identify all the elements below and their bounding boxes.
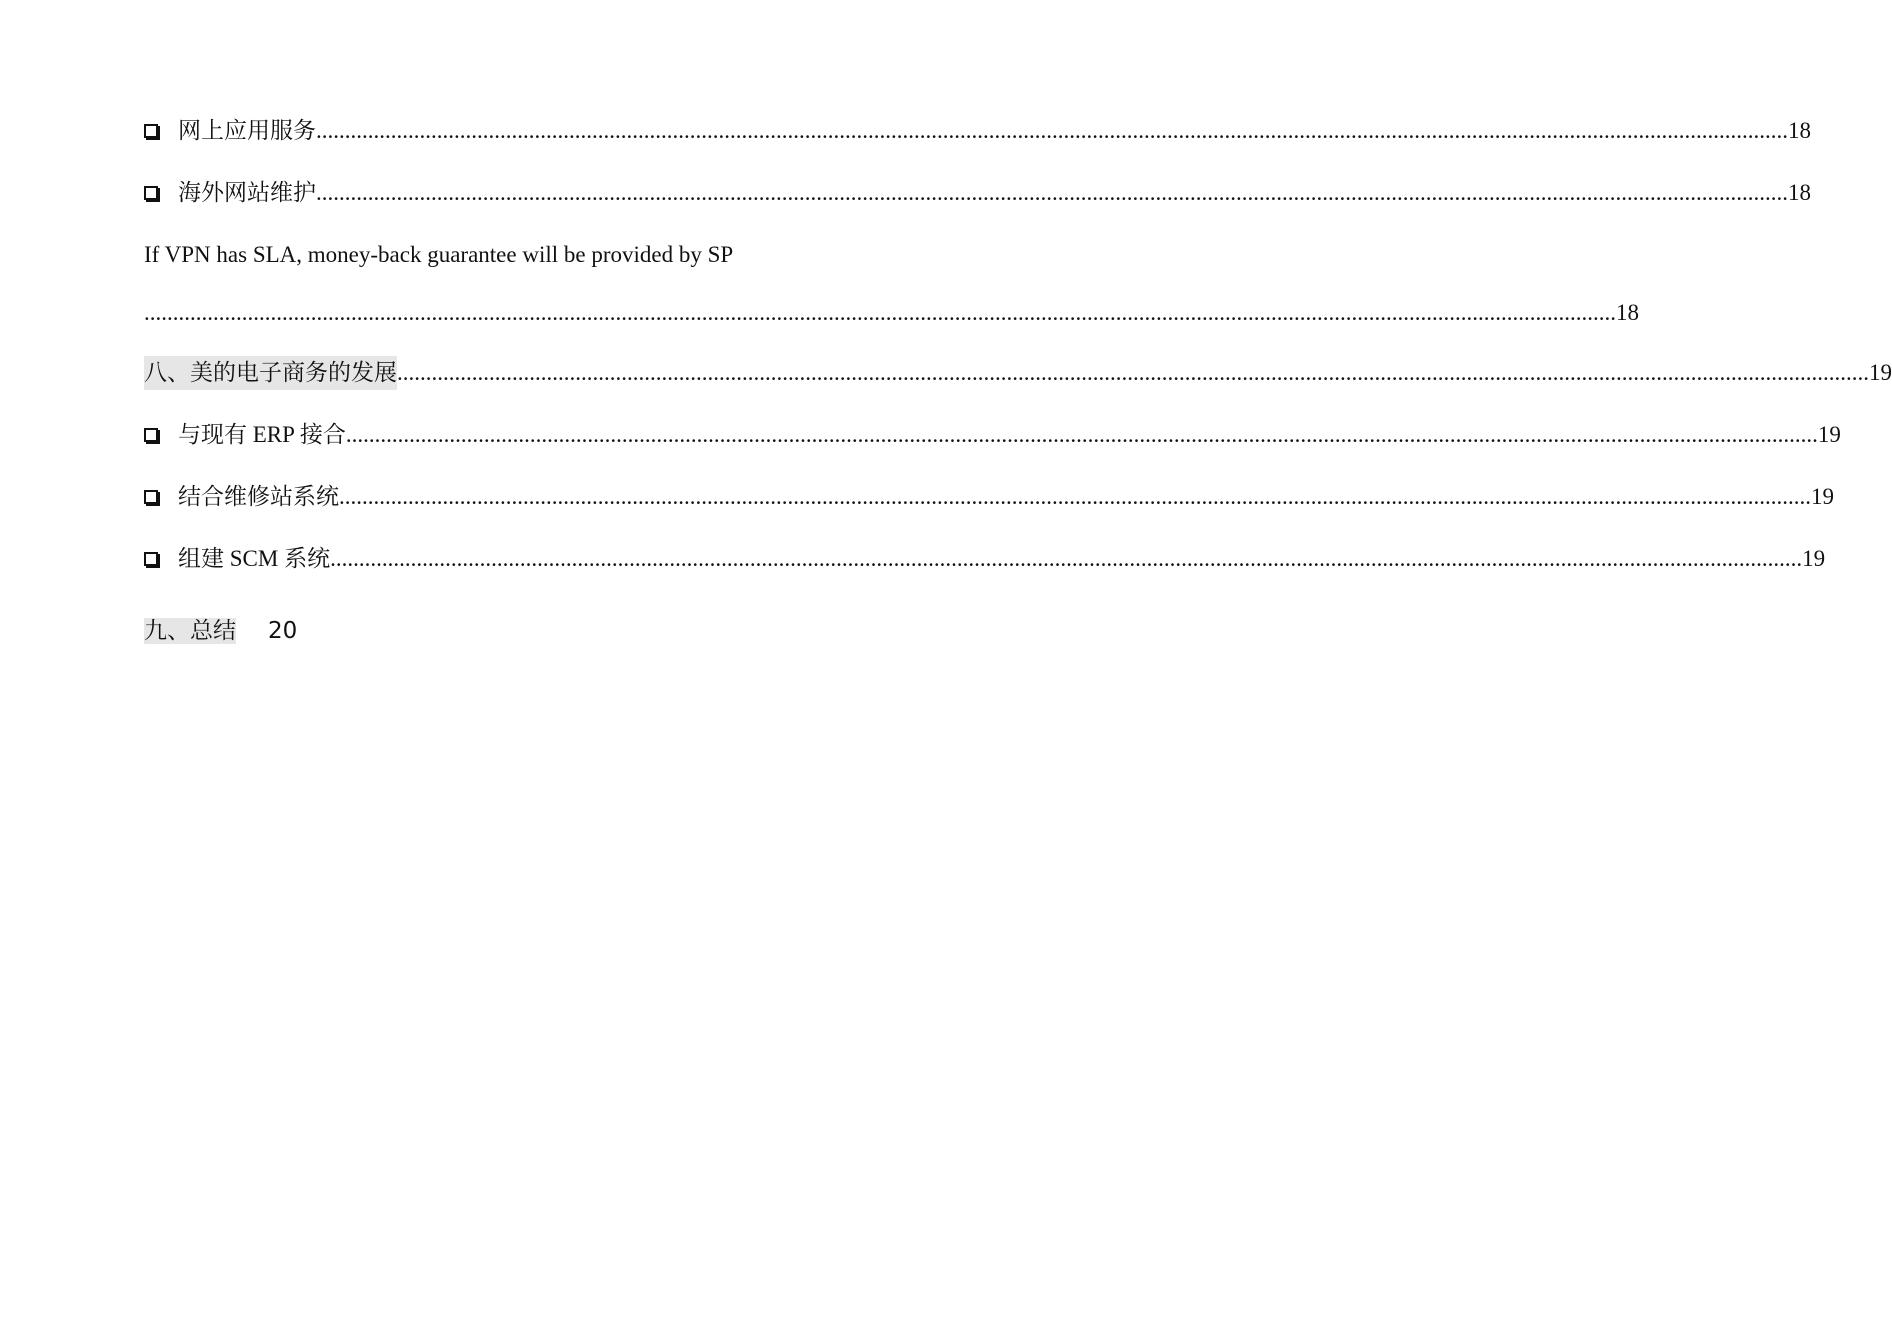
checkbox-bullet-icon (144, 428, 158, 442)
toc-entry-title: 结合维修站系统 (178, 484, 339, 509)
toc-entry-title: 组建 SCM 系统 (178, 546, 331, 571)
toc-entry[interactable] (144, 176, 1811, 210)
toc-entry[interactable] (144, 418, 1841, 452)
toc-chapter-entry[interactable] (144, 614, 297, 648)
toc-entry-page: 19 (1869, 360, 1892, 385)
toc-leader-dots: ................................................................................................................................................................................................................................................................ (397, 360, 1869, 385)
toc-entry[interactable] (144, 480, 1834, 514)
toc-entry-page: 19 (1817, 422, 1841, 447)
checkbox-bullet-icon (144, 186, 158, 200)
toc-entry-title-wrapped[interactable]: If VPN has SLA, money-back guarantee will be provided by SP (144, 242, 734, 267)
toc-entry-page: 19 (1802, 546, 1826, 571)
toc-chapter-entry[interactable] (144, 356, 1892, 390)
toc-leader-dots: ................................................................................................................................................................................................................................................................ (316, 118, 1788, 143)
toc-leader-dots: ................................................................................................................................................................................................................................................................ (339, 484, 1811, 509)
toc-leader-dots: ................................................................................................................................................................................................................................................................ (330, 546, 1803, 571)
toc-entry-title: 网上应用服务 (178, 118, 316, 143)
toc-entry-page: 19 (1811, 484, 1834, 509)
toc-chapter-title: 八、美的电子商务的发展 (144, 356, 397, 390)
checkbox-bullet-icon (144, 124, 158, 138)
toc-entry-page: 18 (1788, 118, 1811, 143)
toc-entry-title: 海外网站维护 (178, 180, 316, 205)
toc-entry[interactable] (144, 114, 1811, 148)
toc-chapter-title: 九、总结 (144, 618, 236, 644)
toc-entry-page: 18 (1788, 180, 1811, 205)
toc-entry-title: 与现有 ERP 接合 (178, 422, 346, 447)
toc-entry-page: 18 (1616, 300, 1639, 325)
checkbox-bullet-icon (144, 490, 158, 504)
toc-entry[interactable] (144, 542, 1826, 576)
toc-leader-dots: ................................................................................................................................................................................................................................................................ (144, 300, 1616, 325)
toc-entry-continuation[interactable] (144, 296, 1639, 330)
checkbox-bullet-icon (144, 552, 158, 566)
toc-entry-page: 20 (268, 618, 298, 644)
toc-leader-dots: ................................................................................................................................................................................................................................................................ (345, 422, 1818, 447)
toc-leader-dots: ................................................................................................................................................................................................................................................................ (316, 180, 1788, 205)
